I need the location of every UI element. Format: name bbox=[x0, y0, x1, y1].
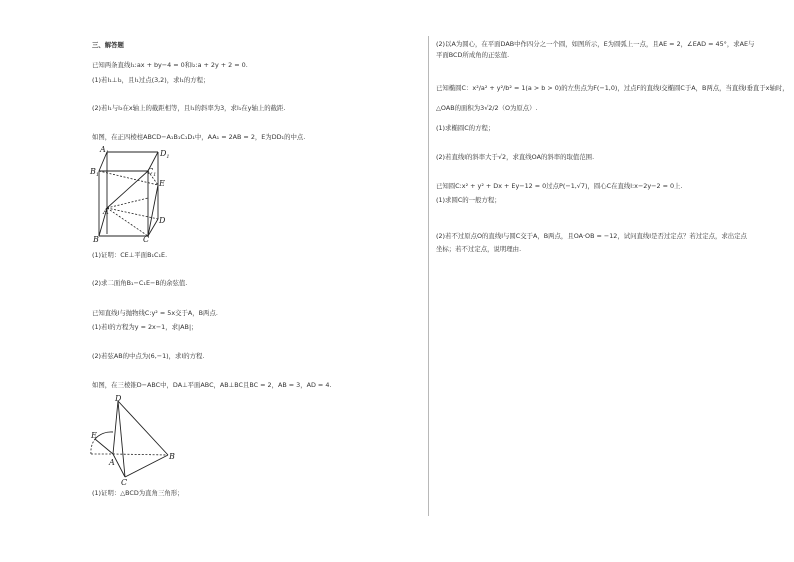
problem-3-stem: 已知直线l与抛物线C:y² = 5x交于A，B两点. bbox=[92, 309, 218, 317]
fig1-label-a1: $A_1$ bbox=[100, 145, 109, 156]
problem-3-q2: (2)若弦AB的中点为(6,−1)，求l的方程. bbox=[92, 352, 205, 360]
problem-5-q2: (2)若直线l的斜率大于√2，求直线OA的斜率的取值范围. bbox=[436, 153, 595, 161]
problem-2-q2: (2)求二面角B₁−C₁E−B的余弦值. bbox=[92, 279, 188, 287]
fig2-label-c: C bbox=[121, 478, 128, 487]
problem-3-q1: (1)若l的方程为y = 2x−1，求|AB|； bbox=[92, 323, 198, 331]
problem-4-q2-line2: 平面BCD所成角的正弦值. bbox=[436, 51, 510, 59]
problem-5-stem-line2: △OAB的面积为3√2/2（O为原点）. bbox=[436, 104, 538, 112]
problem-5-q1: (1)求椭圆C的方程； bbox=[436, 124, 495, 132]
problem-4-q2-line1: (2)以A为圆心，在平面DAB中作四分之一个圆，如图所示，E为圆弧上一点，且AE = 2，∠EAD = 45°，求AE与 bbox=[436, 40, 755, 48]
problem-6-stem: 已知圆C:x² + y² + Dx + Ey−12 = 0过点P(−1,√7)，圆心C在直线l:x−2y−2 = 0上. bbox=[436, 182, 683, 190]
section-title: 三、解答题 bbox=[92, 41, 124, 49]
fig2-label-b: B bbox=[169, 452, 175, 461]
pyramid-figure bbox=[90, 392, 190, 487]
fig1-label-d1: $D_1$ bbox=[160, 149, 170, 160]
fig1-label-d: D bbox=[159, 216, 166, 225]
fig1-label-c1: $C_1$ bbox=[147, 167, 157, 178]
fig2-label-e: E bbox=[91, 431, 97, 440]
fig1-label-e: E bbox=[159, 179, 165, 188]
fig1-label-a: A bbox=[103, 207, 109, 216]
problem-6-q2-line2: 坐标；若不过定点，说明理由. bbox=[436, 245, 522, 253]
problem-2-stem: 如图，在正四棱柱ABCD−A₁B₁C₁D₁中，AA₁ = 2AB = 2，E为DD₁的中点. bbox=[92, 133, 306, 141]
fig1-label-b: B bbox=[93, 235, 99, 244]
problem-4-stem: 如图，在三棱锥D−ABC中，DA⊥平面ABC，AB⊥BC且BC = 2，AB = 3，AD = 4. bbox=[92, 381, 332, 389]
prism-figure bbox=[90, 143, 190, 243]
fig1-label-b1: $B_1$ bbox=[90, 167, 100, 178]
problem-5-stem-line1: 已知椭圆C：x²/a² + y²/b² = 1(a > b > 0)的左焦点为F(−1,0)，过点F的直线l交椭圆C于A，B两点，当直线l垂直于x轴时， bbox=[436, 84, 789, 92]
problem-2-q1: (1)证明：CE⊥平面B₁C₁E. bbox=[92, 251, 168, 259]
problem-4-q1: (1)证明：△BCD为直角三角形； bbox=[92, 489, 184, 497]
problem-6-q2-line1: (2)若不过原点O的直线l与圆C交于A，B两点，且OA·OB = −12，试问直线l是否过定点？若过定点，求出定点 bbox=[436, 232, 747, 240]
problem-1-q1: (1)若l₁⊥l₂，且l₁过点(3,2)，求l₁的方程； bbox=[92, 76, 210, 84]
fig1-label-c: C bbox=[143, 235, 150, 244]
fig2-label-d: D bbox=[115, 394, 122, 403]
problem-1-q2: (2)若l₁与l₂在x轴上的截距相等，且l₁的斜率为3，求l₁在y轴上的截距. bbox=[92, 104, 286, 112]
problem-1-stem: 已知两条直线l₁:ax + by−4 = 0和l₂:a + 2y + 2 = 0. bbox=[92, 61, 248, 69]
fig2-label-a: A bbox=[109, 458, 115, 467]
problem-6-q1: (1)求圆C的一般方程； bbox=[436, 196, 501, 204]
column-divider bbox=[428, 36, 429, 516]
